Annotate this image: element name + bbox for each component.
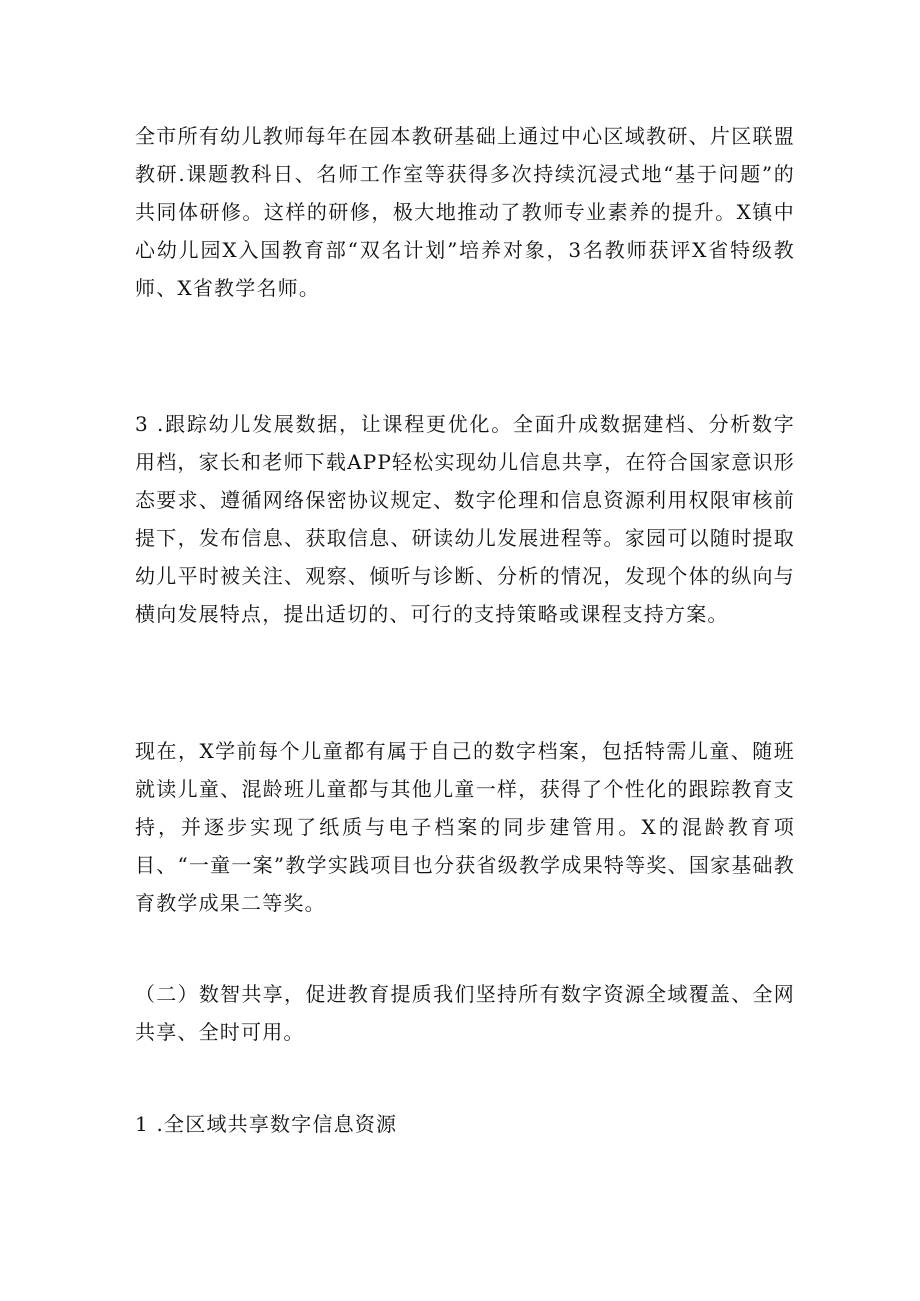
section-heading-digital-sharing: （二）数智共享，促进教育提质我们坚持所有数字资源全域覆盖、全网共享、全时可用。 [135, 982, 795, 1044]
paragraph-digital-archives: 现在，X学前每个儿童都有属于自己的数字档案，包括特需儿童、随班就读儿童、混龄班儿童都与其他儿童一样，获得了个性化的跟踪教育支持，并逐步实现了纸质与电子档案的同步建管用。X的混龄教育项目、“一童一案”教学实践项目也分获省级教学成果特等奖、国家基础教育教学成果二等奖。 [135, 739, 795, 915]
subheading-regional-resources: 1 .全区域共享数字信息资源 [135, 1112, 398, 1136]
paragraph-child-development-data: 3 .跟踪幼儿发展数据，让课程更优化。全面升成数据建档、分析数字用档，家长和老师下载APP轻松实现幼儿信息共享，在符合国家意识形态要求、遵循网络保密协议规定、数字伦理和信息资源利用权限审核前提下，发布信息、获取信息、研读幼儿发展进程等。家园可以随时提取幼儿平时被关注、观察、倾听与诊断、分析的情况，发现个体的纵向与横向发展特点，提出适切的、可行的支持策略或课程支持方案。 [135, 412, 795, 626]
paragraph-teacher-research: 全市所有幼儿教师每年在园本教研基础上通过中心区域教研、片区联盟教研.课题教科日、名师工作室等获得多次持续沉浸式地“基于问题”的共同体研修。这样的研修，极大地推动了教师专业素养的提升。X镇中心幼儿园X入国教育部“双名计划”培养对象，3名教师获评X省特级教师、X省教学名师。 [135, 124, 795, 300]
